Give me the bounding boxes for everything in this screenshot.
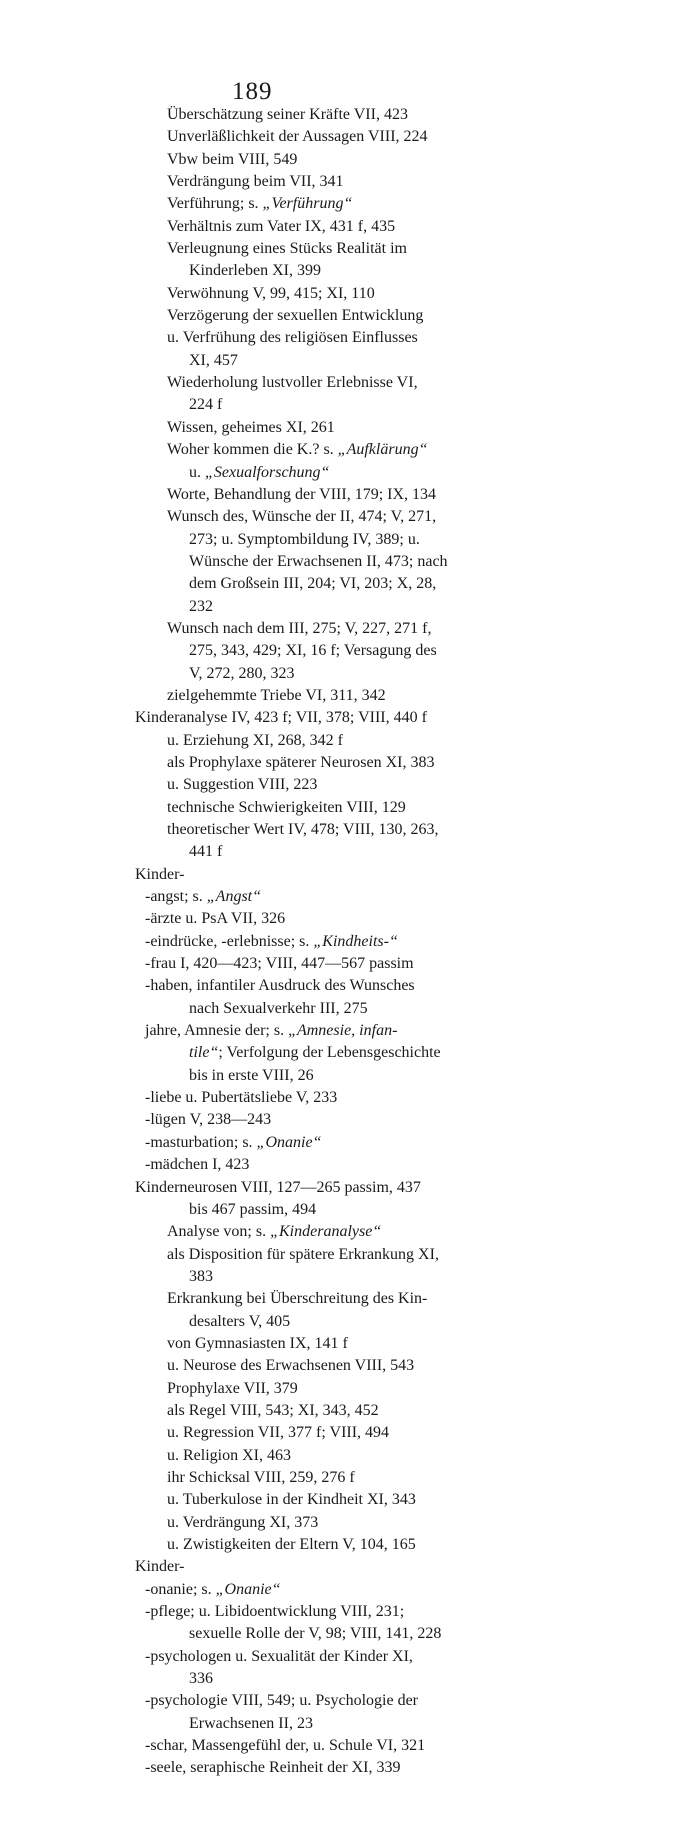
index-entry-line <box>0 1109 697 1131</box>
entry-text: Kinderanalyse IV, 423 f; VII, 378; VIII, 440 f <box>135 709 427 727</box>
entry-text: -seele, seraphische Reinheit der XI, 339 <box>145 1759 401 1777</box>
entry-text: Verwöhnung V, 99, 415; XI, 110 <box>167 284 375 302</box>
entry-text: -schar, Massengefühl der, u. Schule VI, 321 <box>145 1737 426 1755</box>
index-entry-line <box>0 1020 697 1042</box>
entry-text: desalters V, 405 <box>189 1312 291 1330</box>
index-entry-line <box>0 841 697 863</box>
entry-text: 383 <box>189 1267 213 1285</box>
entry-text: Kinderneurosen VIII, 127—265 passim, 437 <box>135 1178 421 1196</box>
index-entry-line <box>0 931 697 953</box>
index-entry-line <box>0 1467 697 1489</box>
index-heading-line <box>0 1177 697 1199</box>
entry-text: -lügen V, 238—243 <box>145 1111 272 1129</box>
index-entry-line <box>0 663 697 685</box>
index-entry-line <box>0 305 697 327</box>
entry-text: Wunsch nach dem III, 275; V, 227, 271 f, <box>167 619 432 637</box>
index-entry-line <box>0 998 697 1020</box>
index-entry-line <box>0 752 697 774</box>
index-entry-line <box>0 551 697 573</box>
index-column <box>0 104 697 1780</box>
index-entry-line <box>0 216 697 238</box>
cross-reference-text: „Kinderanalyse“ <box>270 1223 382 1241</box>
index-entry-line <box>0 350 697 372</box>
index-entry-line <box>0 1355 697 1377</box>
entry-text: dem Großsein III, 204; VI, 203; X, 28, <box>189 575 437 593</box>
index-entry-line <box>0 506 697 528</box>
entry-text: 441 f <box>189 843 223 861</box>
entry-text: -angst; s. <box>145 888 207 906</box>
index-entry-line <box>0 171 697 193</box>
entry-text: 232 <box>189 597 213 615</box>
entry-text: als Prophylaxe späterer Neurosen XI, 383 <box>167 753 435 771</box>
entry-text: 273; u. Symptombildung IV, 389; u. <box>189 530 420 548</box>
index-entry-line <box>0 596 697 618</box>
entry-text: Verführung; s. <box>167 195 263 213</box>
entry-text: -masturbation; s. <box>145 1133 257 1151</box>
index-entry-line <box>0 1445 697 1467</box>
entry-text: ihr Schicksal VIII, 259, 276 f <box>167 1468 355 1486</box>
entry-text: -psychologen u. Sexualität der Kinder XI, <box>145 1647 413 1665</box>
entry-text: Verdrängung beim VII, 341 <box>167 173 344 191</box>
entry-text: jahre, Amnesie der; s. <box>145 1022 289 1040</box>
index-entry-line <box>0 1400 697 1422</box>
index-entry-line <box>0 819 697 841</box>
index-entry-line <box>0 1623 697 1645</box>
index-entry-line <box>0 1333 697 1355</box>
cross-reference-text: „Kindheits-“ <box>313 932 398 950</box>
index-entry-line <box>0 1713 697 1735</box>
entry-text: V, 272, 280, 323 <box>189 664 295 682</box>
entry-text: -ärzte u. PsA VII, 326 <box>145 910 286 928</box>
index-entry-line <box>0 1422 697 1444</box>
entry-text: XI, 457 <box>189 351 238 369</box>
entry-text: -onanie; s. <box>145 1580 216 1598</box>
index-entry-line <box>0 529 697 551</box>
index-entry-line <box>0 1646 697 1668</box>
index-entry-line <box>0 327 697 349</box>
index-entry-line <box>0 1042 697 1064</box>
index-entry-line <box>0 1288 697 1310</box>
index-entry-line <box>0 1512 697 1534</box>
entry-text: u. Neurose des Erwachsenen VIII, 543 <box>167 1357 415 1375</box>
entry-text: Kinder- <box>135 1558 185 1576</box>
index-entry-line <box>0 1132 697 1154</box>
entry-text: u. Verfrühung des religiösen Einflusses <box>167 329 418 347</box>
index-entry-line <box>0 1065 697 1087</box>
cross-reference-text: „Aufklärung“ <box>337 441 428 459</box>
entry-text: Wunsch des, Wünsche der II, 474; V, 271, <box>167 508 437 526</box>
entry-text: sexuelle Rolle der V, 98; VIII, 141, 228 <box>189 1625 442 1643</box>
entry-text: zielgehemmte Triebe VI, 311, 342 <box>167 686 386 704</box>
entry-text: Erwachsenen II, 23 <box>189 1714 313 1732</box>
index-entry-line <box>0 1489 697 1511</box>
index-entry-line <box>0 372 697 394</box>
entry-text: -mädchen I, 423 <box>145 1156 250 1174</box>
entry-text: Wiederholung lustvoller Erlebnisse VI, <box>167 374 418 392</box>
entry-text: Kinderleben XI, 399 <box>189 262 321 280</box>
index-entry-line <box>0 1199 697 1221</box>
index-entry-line <box>0 685 697 707</box>
index-entry-line <box>0 908 697 930</box>
entry-text: nach Sexualverkehr III, 275 <box>189 999 368 1017</box>
index-entry-line <box>0 104 697 126</box>
entry-text: u. Zwistigkeiten der Eltern V, 104, 165 <box>167 1536 416 1553</box>
index-entry-line <box>0 484 697 506</box>
index-heading-line <box>0 707 697 729</box>
index-entry-line <box>0 283 697 305</box>
entry-text: Erkrankung bei Überschreitung des Kin- <box>167 1290 428 1308</box>
entry-text: -haben, infantiler Ausdruck des Wunsches <box>145 977 415 995</box>
entry-text: -frau I, 420—423; VIII, 447—567 passim <box>145 955 414 973</box>
index-entry-line <box>0 953 697 975</box>
entry-text: -psychologie VIII, 549; u. Psychologie der <box>145 1692 418 1710</box>
index-entry-line <box>0 774 697 796</box>
index-entry-line <box>0 1087 697 1109</box>
index-entry-line <box>0 126 697 148</box>
index-entry-line <box>0 417 697 439</box>
entry-text: als Regel VIII, 543; XI, 343, 452 <box>167 1401 379 1419</box>
entry-text: Wünsche der Erwachsenen II, 473; nach <box>189 552 448 570</box>
index-entry-line <box>0 1266 697 1288</box>
index-entry-line <box>0 439 697 461</box>
index-entry-line <box>0 1221 697 1243</box>
entry-text: Verhältnis zum Vater IX, 431 f, 435 <box>167 217 396 235</box>
index-entry-line <box>0 975 697 997</box>
index-entry-line <box>0 1154 697 1176</box>
cross-reference-text: „Onanie“ <box>256 1133 322 1151</box>
index-entry-line <box>0 1534 697 1556</box>
entry-text: u. Suggestion VIII, 223 <box>167 776 318 794</box>
index-entry-line <box>0 797 697 819</box>
entry-text: bis 467 passim, 494 <box>189 1200 317 1218</box>
entry-text: Verzögerung der sexuellen Entwicklung <box>167 307 424 325</box>
entry-text: -liebe u. Pubertätsliebe V, 233 <box>145 1089 338 1107</box>
index-entry-line <box>0 730 697 752</box>
index-entry-line <box>0 1668 697 1690</box>
cross-reference-text: „Amnesie, infan- <box>288 1022 398 1040</box>
index-entry-line <box>0 886 697 908</box>
entry-text: 336 <box>189 1670 213 1688</box>
entry-text: Verleugnung eines Stücks Realität im <box>167 240 407 258</box>
cross-reference-text: „Onanie“ <box>215 1580 281 1598</box>
cross-reference-text: tile“ <box>189 1044 219 1062</box>
page-number: 189 <box>232 78 273 105</box>
entry-text: 224 f <box>189 396 223 414</box>
entry-text: -pflege; u. Libidoentwicklung VIII, 231; <box>145 1603 405 1621</box>
cross-reference-text: „Sexualforschung“ <box>205 463 330 481</box>
entry-text: Prophylaxe VII, 379 <box>167 1379 298 1397</box>
index-entry-line <box>0 1579 697 1601</box>
index-entry-line <box>0 462 697 484</box>
entry-text: 275, 343, 429; XI, 16 f; Versagung des <box>189 642 437 660</box>
index-entry-line <box>0 1311 697 1333</box>
entry-text: ; Verfolgung der Lebensgeschichte <box>218 1044 441 1062</box>
index-heading-line <box>0 864 697 886</box>
entry-text: von Gymnasiasten IX, 141 f <box>167 1334 348 1352</box>
entry-text: theoretischer Wert IV, 478; VIII, 130, 263, <box>167 821 439 838</box>
index-entry-line <box>0 149 697 171</box>
cross-reference-text: „Verführung“ <box>262 195 353 213</box>
index-entry-line <box>0 238 697 260</box>
entry-text: Woher kommen die K.? s. <box>167 441 338 459</box>
entry-text: technische Schwierigkeiten VIII, 129 <box>167 798 406 816</box>
cross-reference-text: „Angst“ <box>206 888 262 906</box>
index-entry-line <box>0 1378 697 1400</box>
entry-text: Wissen, geheimes XI, 261 <box>167 418 335 436</box>
entry-text: u. Verdrängung XI, 373 <box>167 1513 319 1531</box>
index-entry-line <box>0 1244 697 1266</box>
index-entry-line <box>0 1735 697 1757</box>
index-entry-line <box>0 1601 697 1623</box>
entry-text: u. Tuberkulose in der Kindheit XI, 343 <box>167 1491 416 1509</box>
entry-text: Vbw beim VIII, 549 <box>167 150 298 168</box>
entry-text: Unverläßlichkeit der Aussagen VIII, 224 <box>167 128 428 146</box>
entry-text: -eindrücke, -erlebnisse; s. <box>145 932 314 950</box>
entry-text: Kinder- <box>135 865 185 883</box>
index-entry-line <box>0 640 697 662</box>
entry-text: Worte, Behandlung der VIII, 179; IX, 134 <box>167 485 437 503</box>
entry-text: bis in erste VIII, 26 <box>189 1066 314 1084</box>
entry-text: als Disposition für spätere Erkrankung XI, <box>167 1245 439 1263</box>
entry-text: Analyse von; s. <box>167 1223 271 1241</box>
index-entry-line <box>0 260 697 282</box>
index-entry-line <box>0 573 697 595</box>
entry-text: u. Regression VII, 377 f; VIII, 494 <box>167 1424 390 1442</box>
index-entry-line <box>0 1757 697 1779</box>
index-entry-line <box>0 1690 697 1712</box>
index-heading-line <box>0 1556 697 1578</box>
index-entry-line <box>0 394 697 416</box>
index-entry-line <box>0 193 697 215</box>
entry-text: Überschätzung seiner Kräfte VII, 423 <box>167 106 408 123</box>
entry-text: u. Erziehung XI, 268, 342 f <box>167 731 343 749</box>
entry-text: u. <box>189 463 205 481</box>
entry-text: u. Religion XI, 463 <box>167 1446 291 1464</box>
index-entry-line <box>0 618 697 640</box>
